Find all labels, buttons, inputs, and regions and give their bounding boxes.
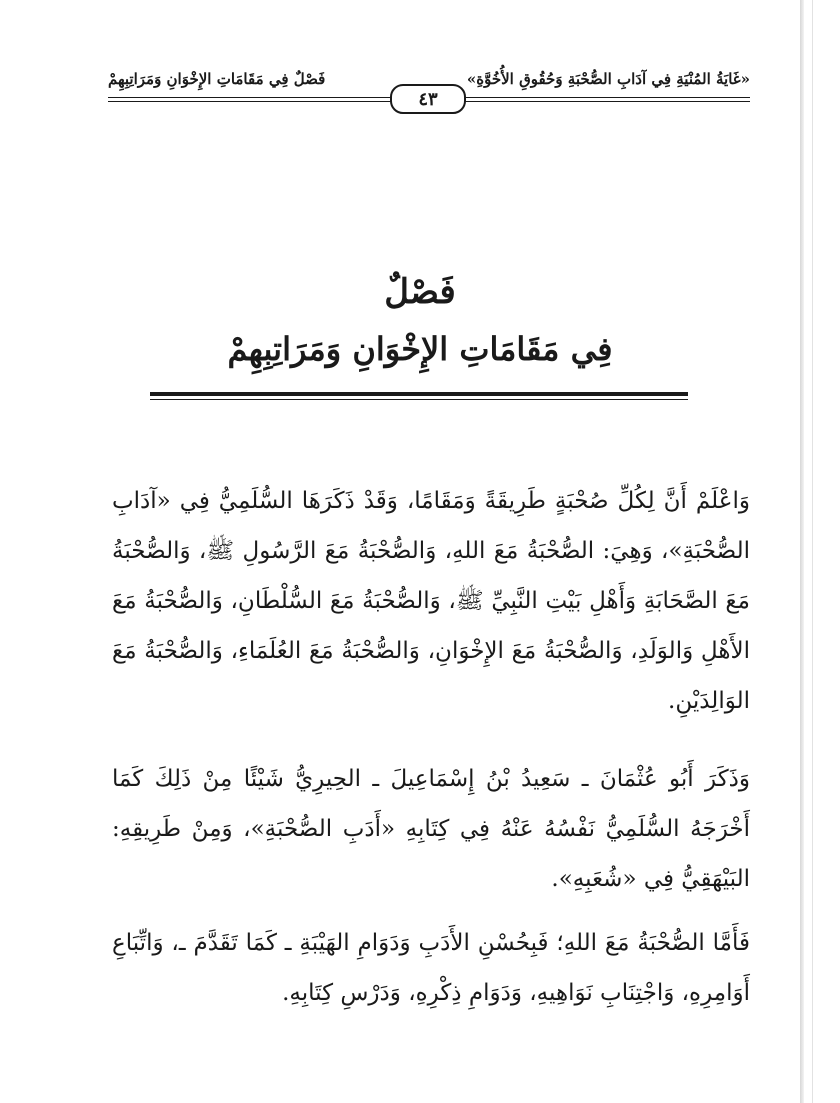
page-edge-shadow	[800, 0, 804, 1103]
page-edge-line	[812, 0, 813, 1103]
running-chapter-title: فَصْلٌ فِي مَقَامَاتِ الإِخْوَانِ وَمَرَاتِبِهِمْ	[108, 70, 326, 88]
paragraph-2: وَذَكَرَ أَبُو عُثْمَانَ ـ سَعِيدُ بْنُ إِسْمَاعِيلَ ـ الحِيرِيُّ شَيْئًا مِنْ ذَلِكَ كَمَا أَخْرَجَهُ السُّلَمِيُّ نَفْسُهُ عَنْهُ فِي كِتَابِهِ «أَدَبِ الصُّحْبَةِ»، وَمِنْ طَرِيقِهِ: البَيْهَقِيُّ فِي «شُعَبِهِ».	[112, 766, 750, 892]
section-heading: فَصْلٌ	[384, 272, 456, 312]
page-number: ٤٣	[418, 88, 438, 110]
page-number-frame	[390, 84, 466, 114]
title-rule-thick	[150, 392, 688, 396]
section-subheading: فِي مَقَامَاتِ الإِخْوَانِ وَمَرَاتِبِهِمْ	[227, 330, 613, 368]
paragraph-3: فَأَمَّا الصُّحْبَةُ مَعَ اللهِ؛ فَبِحُسْنِ الأَدَبِ وَدَوَامِ الهَيْبَةِ ـ كَمَا تَقَدَّمَ ـ، وَاتِّبَاعِ أَوَامِرِهِ، وَاجْتِنَابِ نَوَاهِيهِ، وَدَوَامِ ذِكْرِهِ، وَدَرْسِ كِتَابِهِ.	[112, 930, 750, 1006]
paragraph-1: وَاعْلَمْ أَنَّ لِكُلِّ صُحْبَةٍ طَرِيقَةً وَمَقَامًا، وَقَدْ ذَكَرَهَا السُّلَمِيُّ فِي «آدَابِ الصُّحْبَةِ»، وَهِيَ: الصُّحْبَةُ مَعَ اللهِ، وَالصُّحْبَةُ مَعَ الرَّسُولِ ﷺ، وَالصُّحْبَةُ مَعَ الصَّحَابَةِ وَأَهْلِ بَيْتِ النَّبِيِّ ﷺ، وَالصُّحْبَةُ مَعَ السُّلْطَانِ، وَالصُّحْبَةُ مَعَ الأَهْلِ وَالوَلَدِ، وَالصُّحْبَةُ مَعَ الإِخْوَانِ، وَالصُّحْبَةُ مَعَ العُلَمَاءِ، وَالصُّحْبَةُ مَعَ الوَالِدَيْنِ.	[112, 488, 750, 714]
title-rule-thin	[150, 399, 688, 400]
running-header	[108, 68, 750, 108]
running-book-title: «غَايَةُ المُنْيَةِ فِي آدَابِ الصُّحْبَةِ وَحُقُوقِ الأُخُوَّةِ»	[466, 70, 750, 88]
